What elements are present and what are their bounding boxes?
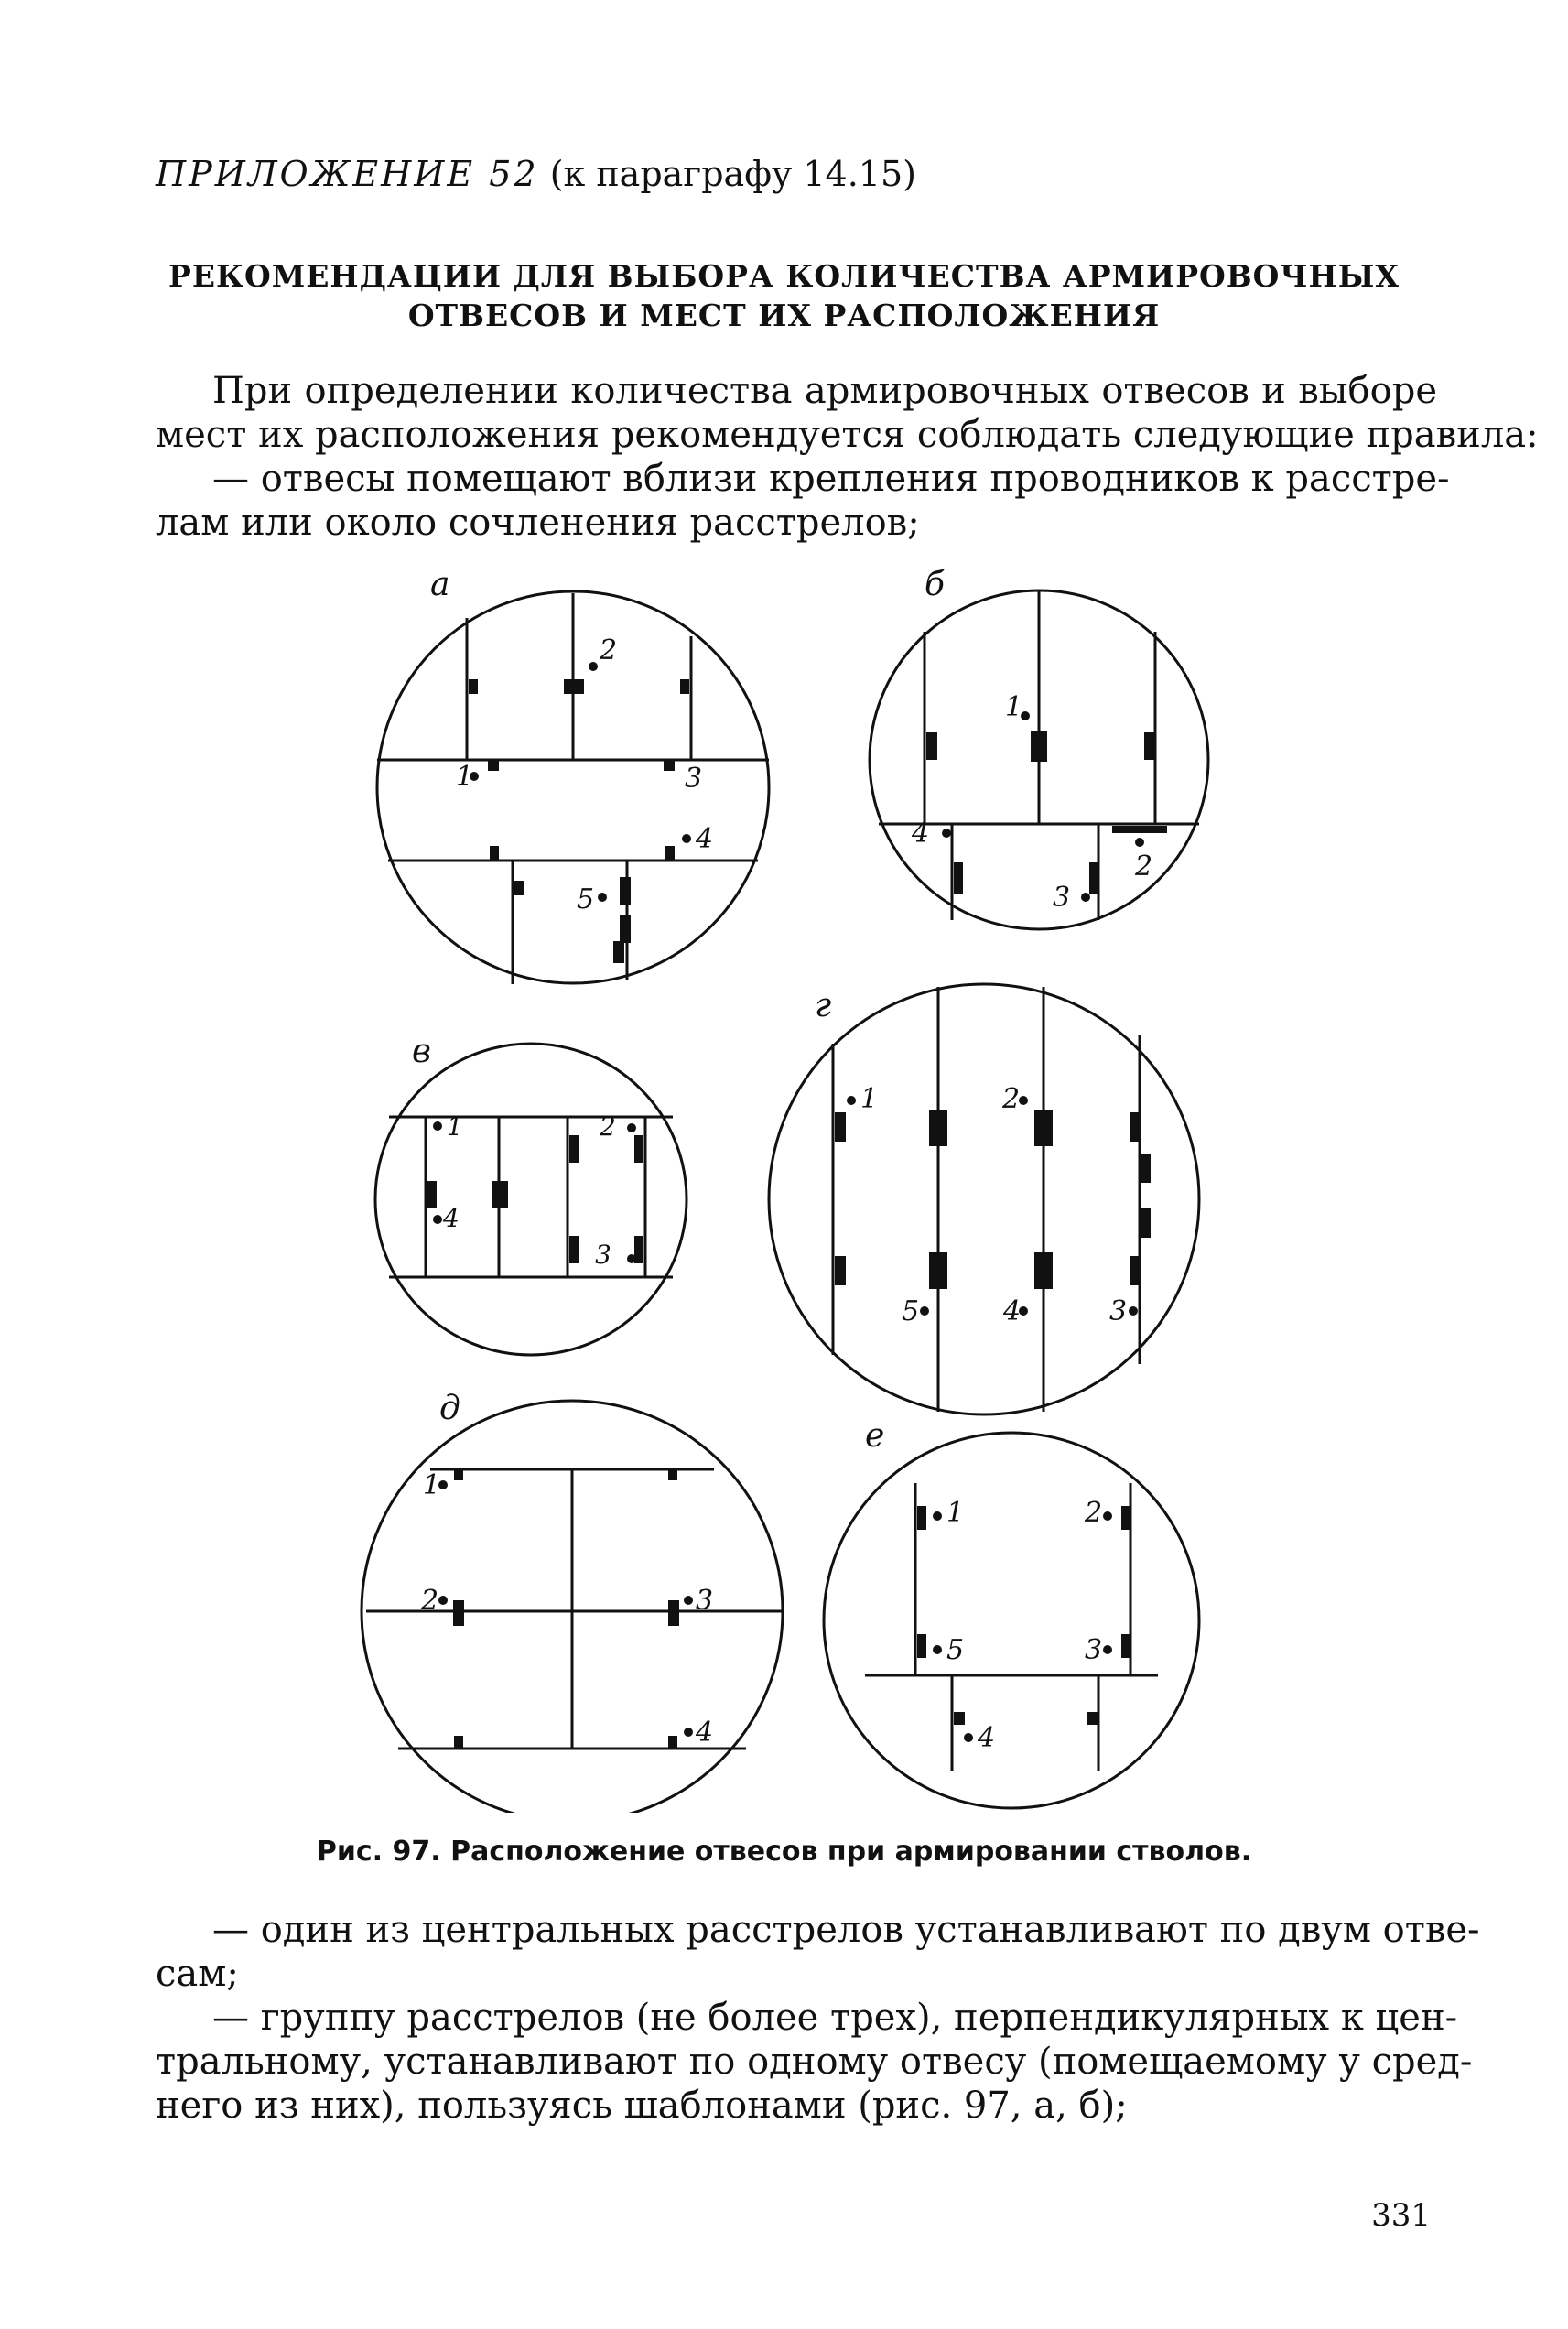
panel-v-label-2: 2 (600, 1111, 616, 1142)
rules-line-1: — один из центральных расстрелов устанавливают по двум отве- (212, 1909, 1480, 1951)
panel-v-label-1: 1 (447, 1111, 463, 1142)
panel-g-label-3: 3 (1109, 1295, 1128, 1327)
rules-line-4: тральному, устанавливают по одному отвесу (помещаемому у сред- (156, 2041, 1473, 2083)
rules-line-3: — группу расстрелов (не более трех), перпендикулярных к цен- (212, 1997, 1458, 2039)
panel-b-letter: б (925, 568, 945, 603)
intro-line-1: При определении количества армировочных отвесов и выборе (212, 370, 1437, 412)
panel-a-label-2: 2 (600, 634, 618, 666)
panel-g-label-5: 5 (902, 1295, 920, 1327)
figure-caption: Рис. 97. Расположение отвесов при армировании стволов. (316, 1836, 1252, 1868)
panel-v-letter: в (412, 1033, 431, 1070)
figure-97 (0, 568, 1568, 1813)
panel-b-label-4: 4 (912, 818, 930, 850)
panel-a-label-1: 1 (456, 761, 474, 793)
panel-v-label-4: 4 (443, 1203, 460, 1233)
panel-a-label-3: 3 (685, 763, 703, 795)
panel-a (377, 568, 769, 984)
panel-g-label-4: 4 (1003, 1295, 1022, 1327)
panel-e (824, 1417, 1199, 1808)
panel-e-label-3: 3 (1085, 1634, 1103, 1666)
panel-b-label-3: 3 (1053, 882, 1071, 914)
panel-v-label-3: 3 (595, 1240, 611, 1270)
panel-d-label-3: 3 (696, 1585, 714, 1617)
panel-g (769, 984, 1199, 1414)
panel-e-label-5: 5 (946, 1634, 965, 1666)
appendix-label: ПРИЛОЖЕНИЕ 52 (156, 154, 539, 194)
panel-e-label-4: 4 (978, 1722, 996, 1754)
panel-a-label-5: 5 (577, 883, 595, 915)
rules-line-5: него из них), пользуясь шаблонами (рис. 97, а, б); (156, 2085, 1128, 2127)
panel-g-label-1: 1 (860, 1083, 879, 1115)
panel-g-letter: г (815, 987, 832, 1024)
appendix-heading (156, 154, 916, 194)
panel-b (870, 568, 1208, 929)
panel-d-letter: д (439, 1390, 460, 1427)
intro-line-3: — отвесы помещают вблизи крепления проводников к расстре- (212, 458, 1450, 500)
panel-d-label-1: 1 (423, 1469, 441, 1501)
title-line-2: ОТВЕСОВ И МЕСТ ИХ РАСПОЛОЖЕНИЯ (407, 298, 1161, 333)
panel-g-label-2: 2 (1002, 1083, 1021, 1115)
title-line-1: РЕКОМЕНДАЦИИ ДЛЯ ВЫБОРА КОЛИЧЕСТВА АРМИРОВОЧНЫХ (168, 258, 1400, 294)
panel-d-label-2: 2 (421, 1585, 439, 1617)
rules-line-2: сам; (156, 1953, 239, 1995)
panel-a-letter: а (430, 568, 450, 603)
panel-e-letter: е (865, 1417, 885, 1455)
panel-b-label-1: 1 (1005, 691, 1023, 723)
intro-line-4: лам или около сочленения расстрелов; (156, 502, 920, 544)
page-number: 331 (1371, 2197, 1431, 2234)
panel-d (362, 1390, 783, 1813)
panel-e-label-2: 2 (1085, 1497, 1103, 1529)
panel-a-label-4: 4 (696, 823, 714, 855)
intro-line-2: мест их расположения рекомендуется соблюдать следующие правила: (156, 414, 1539, 456)
panel-e-label-1: 1 (946, 1497, 965, 1529)
panel-d-label-4: 4 (696, 1717, 714, 1749)
appendix-ref: (к параграфу 14.15) (549, 154, 916, 194)
panel-v (375, 1033, 687, 1355)
panel-b-label-2: 2 (1135, 850, 1153, 883)
